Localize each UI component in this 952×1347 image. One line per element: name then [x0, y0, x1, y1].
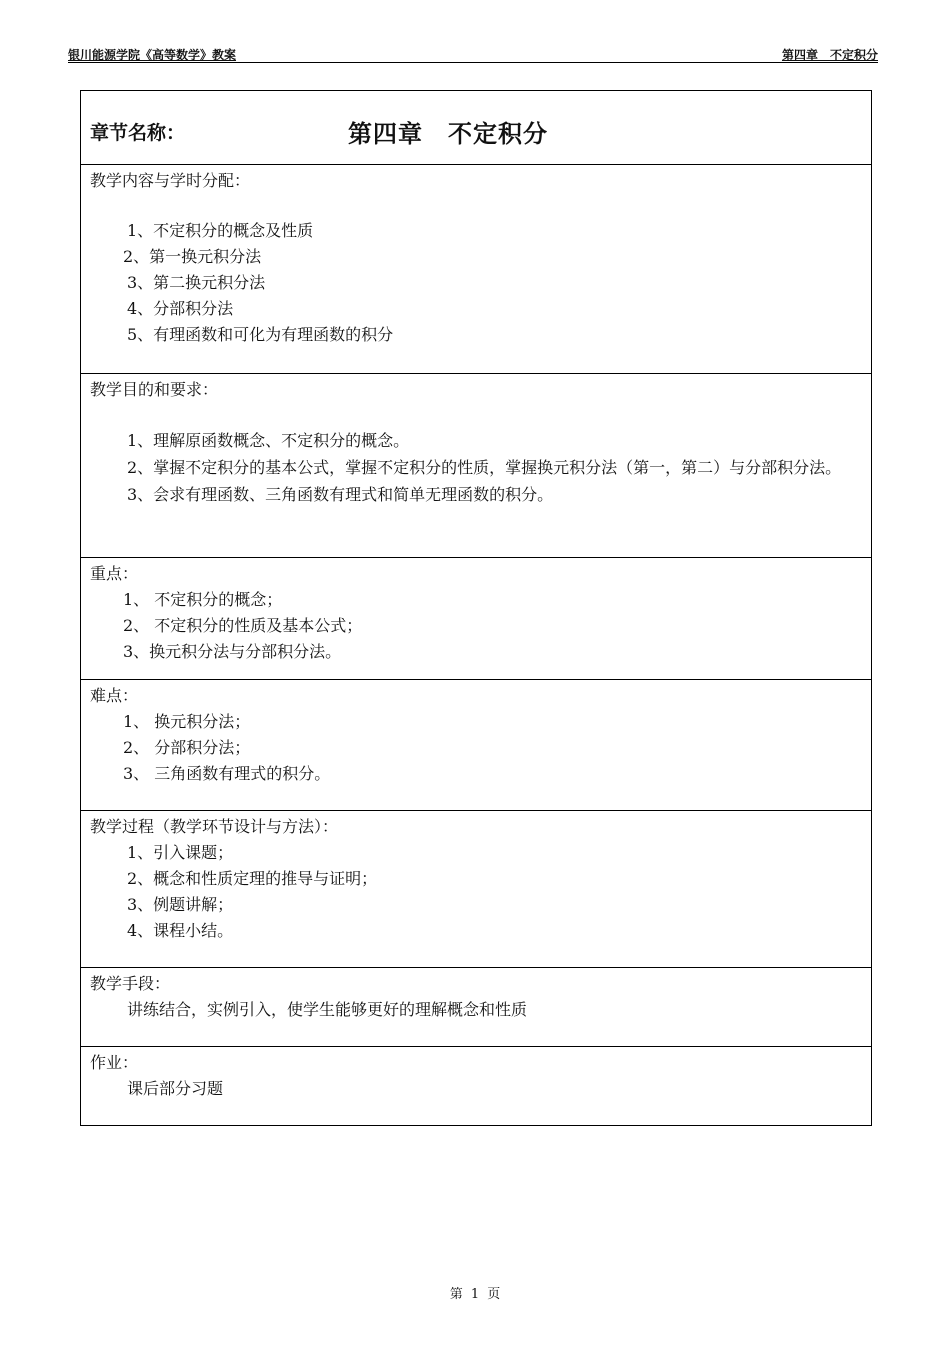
goal-item: 1、理解原函数概念、不定积分的概念。 [127, 431, 410, 450]
difficulty-item: 1、 换元积分法； [123, 712, 251, 731]
chapter-row [81, 91, 871, 164]
key-point-item: 3、换元积分法与分部积分法。 [123, 642, 342, 661]
chapter-label: 章节名称： [90, 122, 186, 144]
process-section [81, 810, 871, 967]
chapter-title: 第四章 不定积分 [348, 120, 548, 148]
goal-item: 2、掌握不定积分的基本公式，掌握不定积分的性质，掌握换元积分法（第一，第二）与分部积分法。 [127, 458, 842, 477]
process-item: 3、例题讲解； [127, 895, 234, 914]
means-section [81, 967, 871, 1046]
process-item: 1、引入课题； [127, 843, 234, 862]
means-heading: 教学手段： [90, 974, 171, 993]
homework-section [81, 1046, 871, 1125]
process-heading: 教学过程（教学环节设计与方法）： [90, 817, 339, 836]
difficulty-item: 3、 三角函数有理式的积分。 [123, 764, 331, 783]
means-text: 讲练结合，实例引入，使学生能够更好的理解概念和性质 [127, 1000, 528, 1019]
difficulties-heading: 难点： [90, 686, 139, 705]
difficulty-item: 2、 分部积分法； [123, 738, 251, 757]
homework-heading: 作业： [90, 1053, 139, 1072]
key-point-item: 1、 不定积分的概念； [123, 590, 283, 609]
process-item: 4、课程小结。 [127, 921, 234, 940]
content-item: 4、分部积分法 [127, 299, 234, 318]
content-item: 3、第二换元积分法 [127, 273, 266, 292]
goal-item: 3、会求有理函数、三角函数有理式和简单无理函数的积分。 [127, 485, 554, 504]
goals-heading: 教学目的和要求： [90, 380, 219, 399]
content-item: 5、有理函数和可化为有理函数的积分 [127, 325, 394, 344]
content-item: 1、不定积分的概念及性质 [127, 221, 314, 240]
lesson-plan-table [80, 90, 872, 1126]
header-chapter: 第四章 不定积分 [781, 48, 878, 62]
key-point-item: 2、 不定积分的性质及基本公式； [123, 616, 363, 635]
key-points-heading: 重点： [90, 564, 139, 583]
content-section [81, 164, 871, 373]
difficulties-section [81, 679, 871, 810]
page-number: 第 1 页 [449, 1287, 503, 1302]
process-item: 2、概念和性质定理的推导与证明； [127, 869, 378, 888]
page-header [68, 46, 878, 63]
goals-section [81, 373, 871, 557]
homework-text: 课后部分习题 [127, 1079, 224, 1098]
header-course-title: 银川能源学院《高等数学》教案 [68, 48, 237, 62]
content-heading: 教学内容与学时分配： [90, 171, 251, 190]
content-item: 2、第一换元积分法 [123, 247, 262, 266]
key-points-section [81, 557, 871, 679]
